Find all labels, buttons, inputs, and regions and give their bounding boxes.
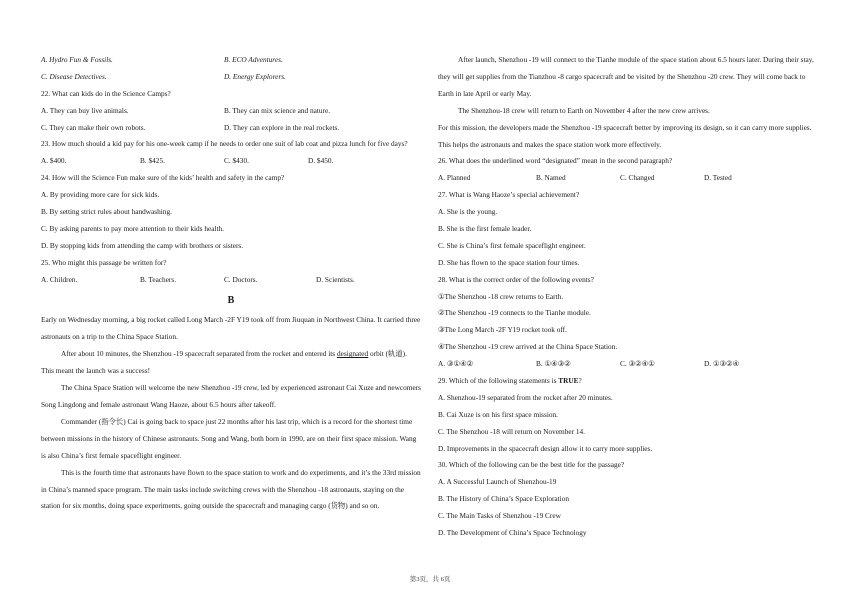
q27-question: 27. What is Wang Haoze’s special achievement? bbox=[438, 190, 580, 200]
q28-option-a: A. ③①④② bbox=[438, 359, 474, 369]
q21-option-d: D. Energy Explorers. bbox=[224, 71, 286, 81]
q26-option-c: C. Changed bbox=[620, 173, 655, 183]
passage-paragraph-1: Early on Wednesday morning, a big rocket called Long March -2F Y19 took off from Jiuquan in Northwest China. It carried three astronauts on a trip to the China Space Station. bbox=[41, 315, 421, 342]
q28-option-c: C. ③②④① bbox=[620, 359, 655, 369]
q30-option-c: C. The Main Tasks of Shenzhou -19 Crew bbox=[438, 511, 561, 521]
q26-question: 26. What does the underlined word “designated” mean in the second paragraph? bbox=[438, 156, 673, 166]
q27-option-b: B. She is the first female leader. bbox=[438, 224, 532, 233]
q22-option-d: D. They can explore in the real rockets. bbox=[224, 122, 340, 132]
q30-option-a: A. A Successful Launch of Shenzhou-19 bbox=[438, 477, 557, 487]
q21-option-a: A. Hydro Fun & Fossils. bbox=[41, 55, 113, 64]
q24-option-a: A. By providing more care for sick kids. bbox=[41, 190, 160, 200]
q24-option-d: D. By stopping kids from attending the camp with brothers or sisters. bbox=[41, 240, 244, 250]
q25-options bbox=[41, 272, 421, 289]
q29-text-end: ? bbox=[578, 376, 582, 386]
left-column bbox=[41, 52, 421, 515]
q21-options-row2 bbox=[41, 69, 421, 86]
q27-option-c: C. She is China’s first female spaceflight engineer. bbox=[438, 240, 586, 250]
page-footer: 第3页，共 6页 bbox=[409, 576, 451, 583]
q27-option-d: D. She has flown to the space station four times. bbox=[438, 257, 580, 267]
passage-paragraph-3: The China Space Station will welcome the new Shenzhou -19 crew, led by experienced astronaut Cai Xuze and newcomers Song Lingdong and female astronaut Wang Haoze, about 6.5 hours after takeoff. bbox=[41, 383, 421, 409]
section-heading: B bbox=[227, 295, 235, 307]
q22-question: 22. What can kids do in the Science Camps? bbox=[41, 88, 171, 98]
q22-option-a: A. They can buy live animals. bbox=[41, 105, 129, 115]
paragraph-2-text-start: After about 10 minutes, the Shenzhou -19 spacecraft separated from the rocket and entered its bbox=[61, 349, 337, 359]
q28-event-3: ③The Long March -2F Y19 rocket took off. bbox=[438, 325, 567, 335]
q25-option-c: C. Doctors. bbox=[224, 274, 258, 284]
passage-paragraph-5: This is the fourth time that astronauts have flown to the space station to work and do experiments, and it’s the 33rd mission in China’s manned space program. The main tasks include switching crews with the Shenzhou -18 astronauts, staying on the station for six months, doing space experiments, going outside the spacecraft and managing cargo (货物) and so on. bbox=[41, 467, 421, 511]
q29-bold-word: TRUE bbox=[558, 376, 579, 386]
q25-option-d: D. Scientists. bbox=[316, 274, 355, 284]
q28-options bbox=[438, 356, 822, 373]
q26-option-d: D. Tested bbox=[704, 173, 732, 183]
passage-paragraph-2 bbox=[41, 346, 421, 380]
q22-options-row2 bbox=[41, 120, 421, 137]
q23-option-b: B. $425. bbox=[140, 156, 165, 166]
q23-option-a: A. $400. bbox=[41, 156, 67, 166]
q23-question: 23. How much should a kid pay for his one-week camp if he needs to order one suit of lab coat and pizza lunch for five days? bbox=[41, 139, 408, 149]
passage-paragraph-7: The Shenzhou-18 crew will return to Earth on November 4 after the new crew arrives. bbox=[458, 105, 710, 115]
q23-option-c: C. $430. bbox=[224, 156, 249, 166]
paragraph-2-text-end: orbit (轨道). This meant the launch was a success! bbox=[41, 349, 407, 376]
right-column bbox=[438, 52, 822, 542]
q22-option-b: B. They can mix science and nature. bbox=[224, 105, 331, 115]
q25-option-a: A. Children. bbox=[41, 274, 78, 284]
q28-option-b: B. ①④③② bbox=[536, 359, 571, 369]
q29-option-a: A. Shenzhou-19 separated from the rocket after 20 minutes. bbox=[438, 392, 613, 402]
q27-option-a: A. She is the young. bbox=[438, 207, 498, 217]
q25-question: 25. Who might this passage be written for? bbox=[41, 257, 167, 267]
q24-question: 24. How will the Science Fun make sure of the kids’ health and safety in the camp? bbox=[41, 173, 285, 183]
passage-paragraph-6: After launch, Shenzhou -19 will connect to the Tianhe module of the space station about 6.5 hours later. During their stay, they will get supplies from the Tianzhou -8 cargo spacecraft and be visited by the Shenzhou -20 crew. They will come back to Earth in late April or early May. bbox=[438, 55, 814, 98]
passage-paragraph-4: Commander (指令长) Cai is going back to space just 22 months after his last trip, which is a record for the shortest time between missions in the history of Chinese astronauts. Song and Wang, both born in 1990, are on their first space mission. Wang is also China’s first female spaceflight engineer. bbox=[41, 416, 417, 460]
q29-option-d: D. Improvements in the spacecraft design allow it to carry more supplies. bbox=[438, 443, 653, 453]
q26-options bbox=[438, 170, 822, 187]
q28-question: 28. What is the correct order of the following events? bbox=[438, 274, 594, 284]
q28-event-1: ①The Shenzhou -18 crew returns to Earth. bbox=[438, 291, 564, 301]
q30-option-d: D. The Development of China’s Space Technology bbox=[438, 528, 587, 538]
q28-option-d: D. ①③②④ bbox=[704, 359, 740, 369]
passage-paragraph-8: For this mission, the developers made the Shenzhou -19 spacecraft better by improving its design, so it can carry more supplies. This helps the astronauts and makes the space station work more effectively. bbox=[438, 122, 812, 149]
q29-option-b: B. Cai Xuze is on his first space mission. bbox=[438, 409, 558, 419]
q28-event-4: ④The Shenzhou -19 crew arrived at the China Space Station. bbox=[438, 342, 618, 352]
q22-options-row1 bbox=[41, 103, 421, 120]
q30-option-b: B. The History of China’s Space Exploration bbox=[438, 494, 569, 504]
q29-question bbox=[438, 373, 822, 390]
q21-option-b: B. ECO Adventures. bbox=[224, 55, 283, 64]
q24-option-b: B. By setting strict rules about handwashing. bbox=[41, 207, 172, 217]
q21-option-c: C. Disease Detectives. bbox=[41, 71, 107, 81]
q29-option-c: C. The Shenzhou -18 will return on November 14. bbox=[438, 426, 585, 436]
q25-option-b: B. Teachers. bbox=[140, 274, 177, 284]
q23-option-d: D. $450. bbox=[308, 156, 334, 166]
q23-options bbox=[41, 153, 421, 170]
q28-event-2: ②The Shenzhou -19 connects to the Tianhe module. bbox=[438, 308, 591, 318]
q30-question: 30. Which of the following can be the best title for the passage? bbox=[438, 460, 625, 470]
q22-option-c: C. They can make their own robots. bbox=[41, 122, 146, 132]
q26-option-b: B. Named bbox=[536, 173, 566, 183]
q29-text-start: 29. Which of the following statements is bbox=[438, 376, 559, 386]
underlined-word-designated: designated bbox=[336, 349, 369, 359]
q26-option-a: A. Planned bbox=[438, 173, 471, 183]
q24-option-c: C. By asking parents to pay more attention to their kids health. bbox=[41, 223, 224, 233]
q21-options-row1 bbox=[41, 52, 421, 69]
